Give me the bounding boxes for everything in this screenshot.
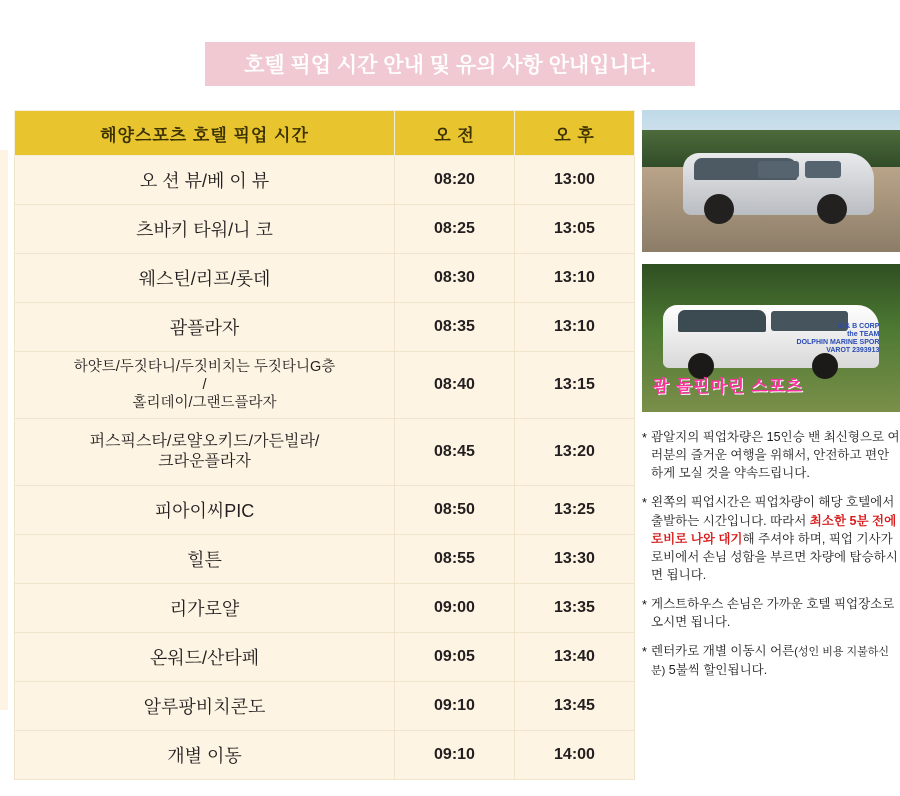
page-title: 호텔 픽업 시간 안내 및 유의 사항 안내입니다. — [244, 54, 656, 77]
cell-am-time: 08:50 — [395, 486, 515, 535]
pickup-schedule-table-wrapper — [14, 110, 634, 780]
cell-hotel: 오 션 뷰/베 이 뷰 — [15, 156, 395, 205]
note-item — [642, 595, 900, 631]
cell-pm-time: 13:35 — [515, 584, 635, 633]
note-text: 5불씩 할인됩니다. — [665, 663, 768, 678]
cell-am-time: 09:10 — [395, 682, 515, 731]
table-row — [15, 584, 635, 633]
cell-am-time: 09:00 — [395, 584, 515, 633]
cell-hotel: 츠바키 타워/니 코 — [15, 205, 395, 254]
note-text: 괌알지의 픽업차량은 15인승 밴 최신형으로 여러분의 즐거운 여행을 위해서, 안전하고 편안하게 모실 것을 약속드립니다. — [651, 430, 900, 481]
van-photo-bottom — [642, 264, 900, 412]
table-body — [15, 156, 635, 780]
note-item — [642, 493, 900, 584]
cell-am-time: 08:45 — [395, 419, 515, 486]
note-item — [642, 642, 900, 680]
cell-pm-time: 13:05 — [515, 205, 635, 254]
table-row — [15, 254, 635, 303]
right-column — [642, 110, 900, 691]
cell-pm-time: 13:20 — [515, 419, 635, 486]
table-row — [15, 205, 635, 254]
table-row — [15, 352, 635, 419]
table-row — [15, 633, 635, 682]
cell-hotel: 온워드/산타페 — [15, 633, 395, 682]
van-photo-top — [642, 110, 900, 252]
cell-pm-time: 13:10 — [515, 254, 635, 303]
cell-pm-time: 13:40 — [515, 633, 635, 682]
note-text: 게스트하우스 손님은 가까운 호텔 픽업장소로 오시면 됩니다. — [651, 597, 895, 630]
cell-hotel: 리가로얄 — [15, 584, 395, 633]
table-row — [15, 731, 635, 780]
note-text: 왼쪽의 픽업시간은 픽업차량이 해당 호텔에서 출발하는 시간입니다. 따라서 — [651, 495, 895, 528]
cell-pm-time: 13:00 — [515, 156, 635, 205]
cell-pm-time: 13:45 — [515, 682, 635, 731]
table-row — [15, 303, 635, 352]
table-row — [15, 156, 635, 205]
note-bullet-icon: * — [642, 598, 647, 612]
table-row — [15, 535, 635, 584]
van-window — [805, 161, 841, 178]
cell-hotel: 피아이씨PIC — [15, 486, 395, 535]
cell-am-time: 08:25 — [395, 205, 515, 254]
van-wheel — [704, 194, 734, 224]
note-text: 해 주셔야 하며, 픽업 기사가 로비에서 손님 성함을 부르면 차량에 탑승하시면 됩니다. — [651, 531, 898, 582]
main-content — [0, 110, 900, 780]
table-row — [15, 682, 635, 731]
cell-pm-time: 13:10 — [515, 303, 635, 352]
cell-hotel: 웨스틴/리프/롯데 — [15, 254, 395, 303]
cell-am-time: 08:55 — [395, 535, 515, 584]
header-banner — [205, 42, 695, 86]
table-row — [15, 486, 635, 535]
cell-hotel: 힐튼 — [15, 535, 395, 584]
van-caption: 괌 돌핀마린 스포츠 — [652, 377, 804, 397]
cell-pm-time: 13:15 — [515, 352, 635, 419]
note-bullet-icon: * — [642, 431, 647, 445]
company-logo: B & B CORP the TEAM DOLPHIN MARINE SPOR VAROT 2393913 — [796, 323, 880, 355]
column-header-hotel: 해양스포츠 호텔 픽업 시간 — [15, 111, 395, 156]
van-windshield — [678, 310, 766, 332]
column-header-am: 오 전 — [395, 111, 515, 156]
note-item — [642, 428, 900, 482]
cell-hotel: 괌플라자 — [15, 303, 395, 352]
cell-hotel: 하얏트/두짓타니/두짓비치는 두짓타니G층 / 홀리데이/그랜드플라자 — [15, 352, 395, 419]
cell-am-time: 08:40 — [395, 352, 515, 419]
note-bullet-icon: * — [642, 496, 647, 511]
cell-am-time: 09:10 — [395, 731, 515, 780]
cell-am-time: 08:35 — [395, 303, 515, 352]
cell-pm-time: 13:25 — [515, 486, 635, 535]
cell-pm-time: 13:30 — [515, 535, 635, 584]
cell-pm-time: 14:00 — [515, 731, 635, 780]
cell-am-time: 08:20 — [395, 156, 515, 205]
table-row — [15, 419, 635, 486]
header-banner-wrapper — [0, 42, 900, 86]
note-text: 최소한 5분 전에 로비로 나와 대기 — [651, 513, 897, 546]
cell-hotel: 개별 이동 — [15, 731, 395, 780]
column-header-pm: 오 후 — [515, 111, 635, 156]
note-text: 렌터카로 개별 이동시 어른 — [651, 644, 795, 659]
pickup-schedule-table — [14, 110, 635, 780]
cell-am-time: 09:05 — [395, 633, 515, 682]
note-text: (성인 비용 지불하신 분) — [651, 646, 890, 678]
van-wheel — [817, 194, 847, 224]
cell-hotel: 퍼스픽스타/로얄오키드/가든빌라/ 크라운플라자 — [15, 419, 395, 486]
notes-list — [642, 428, 900, 680]
cell-am-time: 08:30 — [395, 254, 515, 303]
cell-hotel: 알루팡비치콘도 — [15, 682, 395, 731]
van-window — [758, 161, 799, 178]
note-bullet-icon: * — [642, 645, 647, 660]
table-header-row — [15, 111, 635, 156]
